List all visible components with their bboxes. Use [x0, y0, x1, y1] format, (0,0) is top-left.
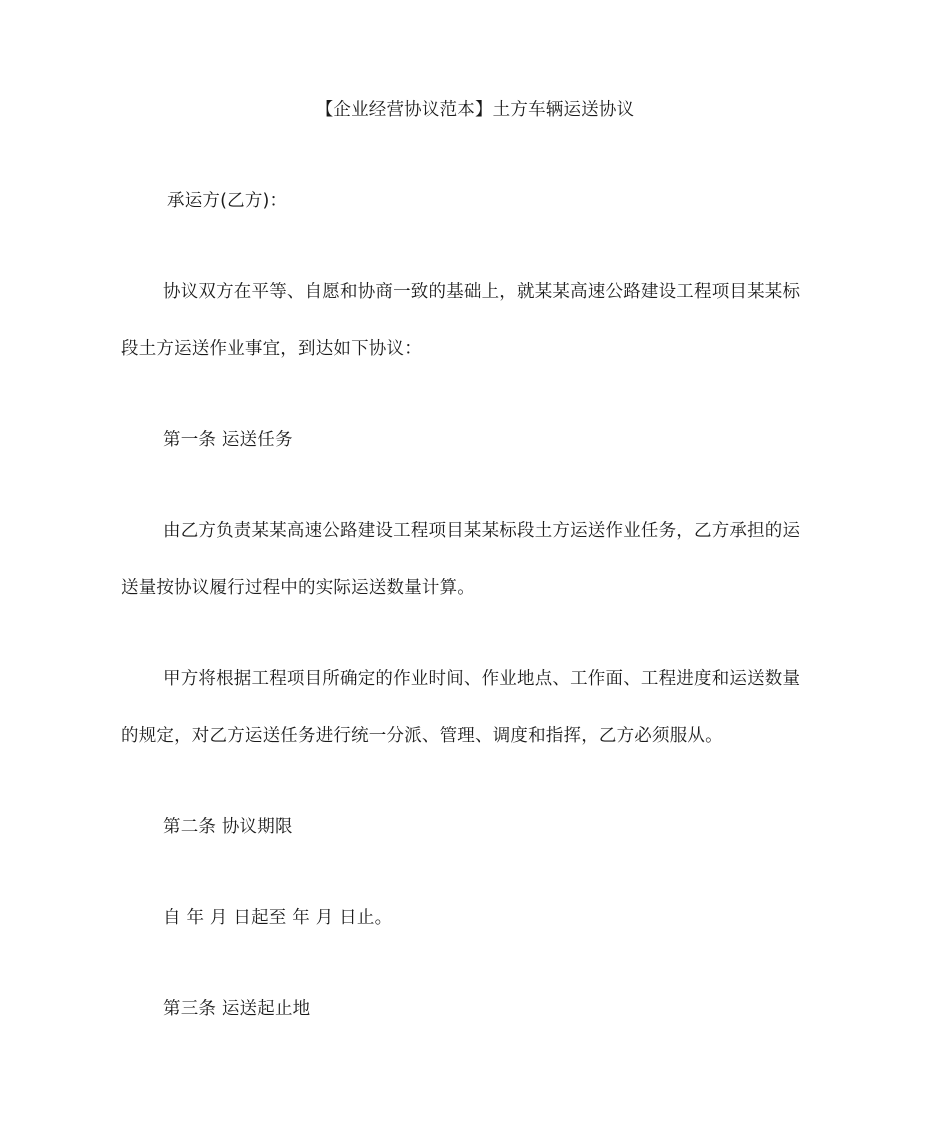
article-1-paragraph-2-line-2: 的规定，对乙方运送任务进行统一分派、管理、调度和指挥，乙方必须服从。: [121, 726, 723, 746]
preamble-line-2: 段土方运送作业事宜，到达如下协议：: [121, 339, 422, 359]
article-2-heading: 第二条 协议期限: [163, 817, 293, 837]
article-1-paragraph-1-line-2: 送量按协议履行过程中的实际运送数量计算。: [121, 578, 475, 598]
article-1-paragraph-1-line-1: 由乙方负责某某高速公路建设工程项目某某标段土方运送作业任务，乙方承担的运: [163, 521, 801, 541]
article-3-heading: 第三条 运送起止地: [163, 999, 311, 1019]
preamble-line-1: 协议双方在平等、自愿和协商一致的基础上，就某某高速公路建设工程项目某某标: [163, 282, 801, 302]
article-1-heading: 第一条 运送任务: [163, 430, 293, 450]
party-b-label: 承运方(乙方)：: [167, 191, 288, 211]
article-1-paragraph-2-line-1: 甲方将根据工程项目所确定的作业时间、作业地点、工作面、工程进度和运送数量: [163, 669, 801, 689]
document-title: 【企业经营协议范本】土方车辆运送协议: [315, 100, 635, 120]
article-2-paragraph: 自 年 月 日起至 年 月 日止。: [163, 908, 393, 928]
